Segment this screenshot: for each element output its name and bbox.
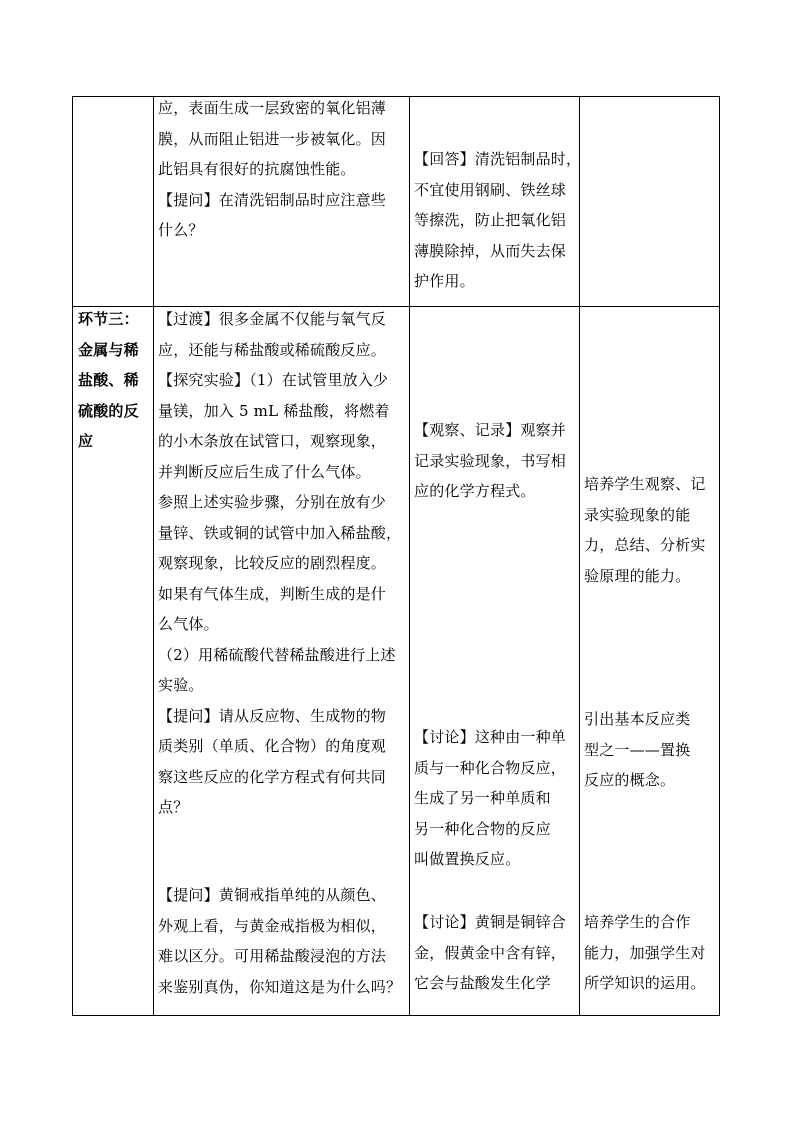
row2-intent-cell-observe xyxy=(584,469,706,591)
column-divider-1 xyxy=(153,96,154,1016)
text-line: 护作用。 xyxy=(414,272,475,290)
text-line: 应的化学方程式。 xyxy=(414,482,536,500)
row2-teacher-cell xyxy=(158,304,401,823)
text-line: 力，总结、分析实 xyxy=(584,536,706,554)
row2-student-cell-discuss2 xyxy=(414,907,566,999)
text-line: 叫做置换反应。 xyxy=(414,850,521,868)
table-border-right xyxy=(719,96,720,1016)
stage-label-line: 环节三： xyxy=(78,310,139,328)
text-line: 难以区分。可用稀盐酸浸泡的方法 xyxy=(158,947,387,965)
table-border-left xyxy=(72,96,73,1016)
row1-student-cell xyxy=(414,144,581,297)
text-line: 应，表面生成一层致密的氧化铝薄 xyxy=(158,99,387,117)
text-line: 验原理的能力。 xyxy=(584,566,691,585)
text-line: 如果有气体生成，判断生成的是什 xyxy=(158,584,387,603)
text-line: 所学知识的运用。 xyxy=(584,974,706,992)
stage-label-line: 金属与稀 xyxy=(78,340,139,359)
text-line: 量镁，加入 5 mL 稀盐酸，将燃着 xyxy=(158,401,390,420)
text-line: 么气体。 xyxy=(158,615,219,633)
text-line: 【提问】在清洗铝制品时应注意些 xyxy=(158,190,387,209)
text-line: 应，还能与稀盐酸或稀硫酸反应。 xyxy=(158,340,387,359)
text-line: 并判断反应后生成了什么气体。 xyxy=(158,462,371,481)
text-line: 此铝具有很好的抗腐蚀性能。 xyxy=(158,160,356,178)
row2-teacher-cell-lower xyxy=(158,880,401,1002)
text-line: 它会与盐酸发生化学 xyxy=(414,974,551,992)
text-line: 量锌、铁或铜的试管中加入稀盐酸， xyxy=(158,523,402,542)
row2-student-cell-observe xyxy=(414,415,566,507)
text-line: 【观察、记录】观察并 xyxy=(414,421,567,439)
text-line: 培养学生观察、记 xyxy=(584,475,706,493)
lesson-plan-table xyxy=(72,96,720,1016)
text-line: 能力，加强学生对 xyxy=(584,943,706,962)
text-line: 【提问】请从反应物、生成物的物 xyxy=(158,706,387,725)
text-line: 质与一种化合物反应， xyxy=(414,758,567,777)
text-line: 实验。 xyxy=(158,676,204,694)
text-line: 等擦洗，防止把氧化铝 xyxy=(414,211,567,229)
column-divider-2 xyxy=(409,96,410,1016)
row2-stage-cell xyxy=(78,304,139,457)
text-line: 什么？ xyxy=(158,221,204,239)
text-line: 来鉴别真伪，你知道这是为什么吗？ xyxy=(158,977,402,996)
text-line: 质类别（单质、化合物）的角度观 xyxy=(158,737,387,755)
row1-teacher-cell xyxy=(158,93,386,246)
text-line: 【过渡】很多金属不仅能与氧气反 xyxy=(158,310,387,328)
text-line: 【回答】清洗铝制品时， xyxy=(414,150,582,168)
text-line: 【提问】黄铜戒指单纯的从颜色、 xyxy=(158,886,387,904)
text-line: 点？ xyxy=(158,798,189,816)
text-line: 金，假黄金中含有锌， xyxy=(414,943,567,962)
row2-intent-cell-concept xyxy=(584,704,690,796)
text-line: 【探究实验】（1）在试管里放入少 xyxy=(158,371,389,389)
text-line: 参照上述实验步骤，分别在放有少 xyxy=(158,493,387,511)
text-line: 膜，从而阻止铝进一步被氧化。因 xyxy=(158,129,387,148)
text-line: 记录实验现象，书写相 xyxy=(414,451,567,470)
row2-intent-cell-cooperate xyxy=(584,907,706,999)
text-line: 引出基本反应类 xyxy=(584,710,691,728)
stage-label-line: 硫酸的反 xyxy=(78,401,139,420)
text-line: 【讨论】黄铜是铜锌合 xyxy=(414,913,567,931)
text-line: 另一种化合物的反应 xyxy=(414,819,551,838)
text-line: 外观上看，与黄金戒指极为相似， xyxy=(158,916,387,935)
text-line: 反应的概念。 xyxy=(584,771,676,789)
table-border-bottom xyxy=(72,1015,720,1016)
text-line: 【讨论】这种由一种单 xyxy=(414,728,567,746)
text-line: 生成了另一种单质和 xyxy=(414,789,551,807)
text-line: 录实验现象的能 xyxy=(584,505,691,524)
text-line: 薄膜除掉，从而失去保 xyxy=(414,241,567,260)
row2-student-cell-discuss xyxy=(414,722,566,875)
text-line: 型之一——置换 xyxy=(584,740,691,759)
stage-label-line: 应 xyxy=(78,432,94,450)
stage-label-line: 盐酸、稀 xyxy=(78,371,139,389)
text-line: 察这些反应的化学方程式有何共同 xyxy=(158,767,387,786)
text-line: 的小木条放在试管口，观察现象， xyxy=(158,432,387,450)
text-line: （2）用稀硫酸代替稀盐酸进行上述 xyxy=(158,645,396,664)
text-line: 培养学生的合作 xyxy=(584,913,691,931)
text-line: 不宜使用钢刷、铁丝球 xyxy=(414,180,567,199)
text-line: 观察现象，比较反应的剧烈程度。 xyxy=(158,554,387,572)
